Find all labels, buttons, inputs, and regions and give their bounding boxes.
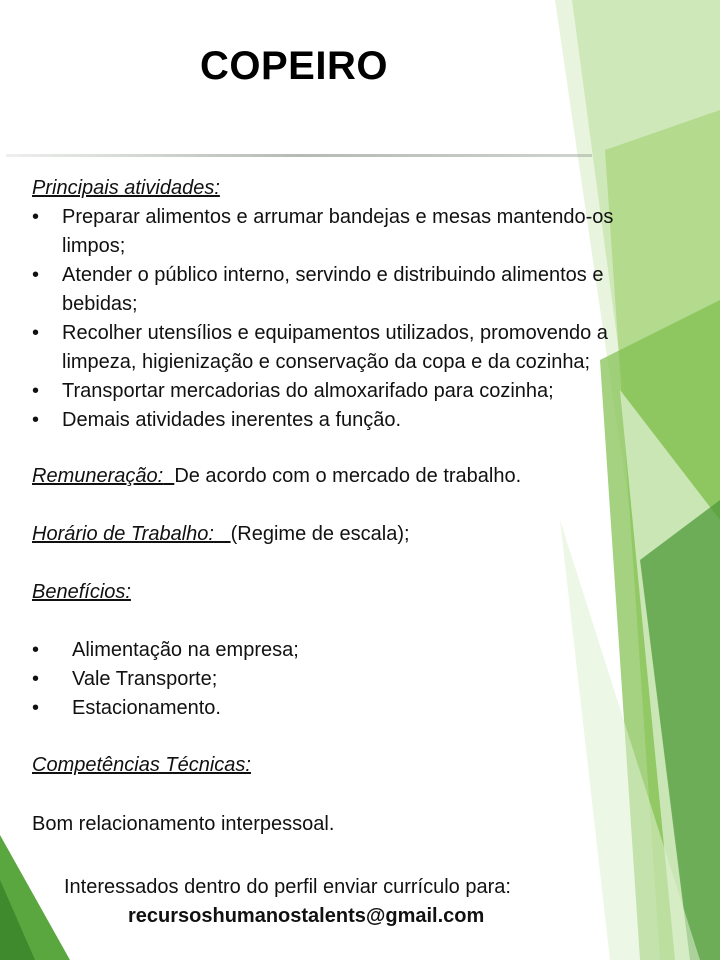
bullet-icon: • <box>32 264 40 286</box>
bullet-icon: • <box>32 409 40 431</box>
title-divider <box>6 154 592 157</box>
contact-email[interactable]: recursoshumanostalents@gmail.com <box>128 905 485 927</box>
remuneration-heading: Remuneração: <box>32 465 164 487</box>
bullet-icon: • <box>32 206 40 228</box>
schedule-row <box>32 523 410 546</box>
bullet-icon: • <box>32 639 40 661</box>
footer-instruction: Interessados dentro do perfil enviar currículo para: <box>64 876 511 898</box>
remuneration-text: De acordo com o mercado de trabalho. <box>174 465 522 487</box>
remuneration-row <box>32 465 521 488</box>
bullet-icon: • <box>32 380 40 402</box>
benefits-heading: Benefícios: <box>32 581 131 603</box>
list-item: • Preparar alimentos e arrumar bandejas e mesas mantendo-os limpos; <box>62 203 682 261</box>
skills-text: Bom relacionamento interpessoal. <box>32 813 335 835</box>
schedule-text: (Regime de escala); <box>230 523 410 545</box>
activities-list <box>32 203 682 435</box>
page-title: COPEIRO <box>200 44 388 88</box>
list-item: • Estacionamento. <box>72 694 472 723</box>
activities-heading: Principais atividades: <box>32 177 220 199</box>
list-item: • Alimentação na empresa; <box>72 636 472 665</box>
list-item: • Transportar mercadorias do almoxarifado para cozinha; <box>62 377 682 406</box>
benefits-list <box>32 636 472 723</box>
bullet-icon: • <box>32 322 40 344</box>
list-item: • Recolher utensílios e equipamentos utilizados, promovendo a limpeza, higienização e conservação da copa e da cozinha; <box>62 319 682 377</box>
list-item: • Atender o público interno, servindo e distribuindo alimentos e bebidas; <box>62 261 682 319</box>
list-item: • Demais atividades inerentes a função. <box>62 406 682 435</box>
bullet-icon: • <box>32 697 40 719</box>
skills-heading: Competências Técnicas: <box>32 754 251 776</box>
bullet-icon: • <box>32 668 40 690</box>
list-item: • Vale Transporte; <box>72 665 472 694</box>
schedule-heading: Horário de Trabalho: <box>32 523 214 545</box>
